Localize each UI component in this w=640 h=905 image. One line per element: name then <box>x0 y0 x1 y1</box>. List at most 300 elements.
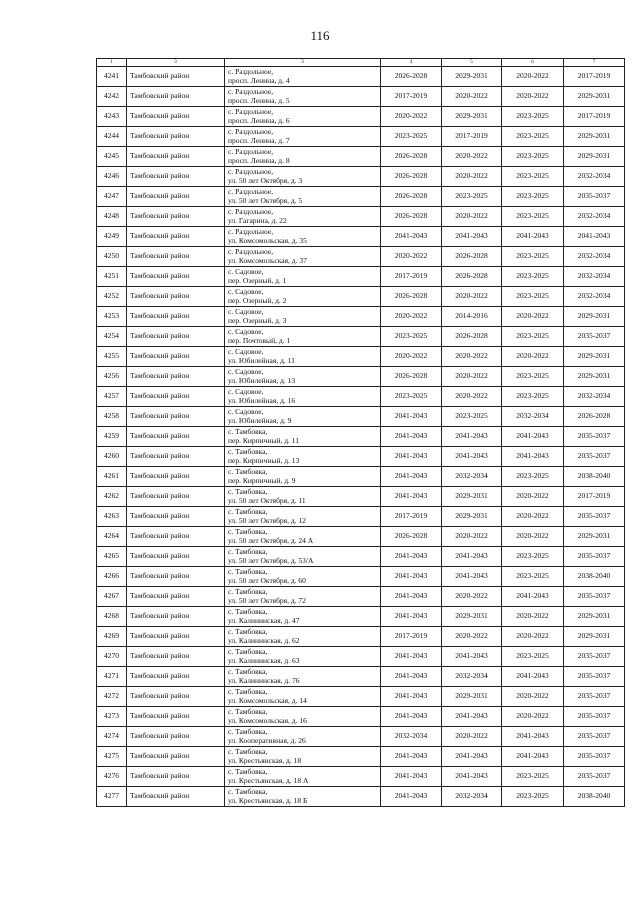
period-cell <box>564 587 625 607</box>
period-cell <box>442 767 502 787</box>
period-cell <box>381 527 442 547</box>
address-cell <box>225 367 381 387</box>
period-cell-text: 2032-2034 <box>455 671 488 681</box>
period-cell-text: 2023-2025 <box>516 651 549 661</box>
row-number-cell <box>97 647 127 667</box>
table-row <box>97 607 625 627</box>
district-cell <box>127 207 225 227</box>
row-number-cell-text: 4252 <box>104 291 119 301</box>
period-cell-text: 2041-2043 <box>394 431 428 441</box>
period-cell <box>502 347 564 367</box>
district-cell-text: Тамбовский район <box>130 731 190 741</box>
period-cell <box>564 387 625 407</box>
district-cell <box>127 587 225 607</box>
period-cell-text: 2023-2025 <box>516 131 549 141</box>
address-line: с. Тамбовка, <box>228 606 268 616</box>
period-cell-text: 2023-2025 <box>516 211 549 221</box>
table-row <box>97 767 625 787</box>
period-cell <box>381 247 442 267</box>
row-number-cell <box>97 167 127 187</box>
district-cell-text: Тамбовский район <box>130 251 190 261</box>
period-cell <box>564 167 625 187</box>
period-cell <box>564 507 625 527</box>
table-row <box>97 547 625 567</box>
period-cell-text: 2029-2031 <box>577 631 611 641</box>
period-cell <box>442 647 502 667</box>
period-cell <box>381 787 442 807</box>
period-cell-text: 2020-2022 <box>516 351 549 361</box>
period-cell <box>502 247 564 267</box>
period-cell <box>502 67 564 87</box>
column-number: 5 <box>442 59 502 67</box>
row-number-cell <box>97 407 127 427</box>
period-cell <box>381 207 442 227</box>
table-row <box>97 407 625 427</box>
address-cell <box>225 407 381 427</box>
table-row <box>97 247 625 267</box>
period-cell-text: 2032-2034 <box>577 211 611 221</box>
row-number-cell-text: 4261 <box>104 471 119 481</box>
period-cell-text: 2035-2037 <box>577 691 611 701</box>
period-cell-text: 2023-2025 <box>516 551 549 561</box>
period-cell-text: 2020-2022 <box>455 211 488 221</box>
address-line: пер. Озерный, д. 3 <box>228 315 287 325</box>
address-line: с. Тамбовка, <box>228 446 268 456</box>
district-cell-text: Тамбовский район <box>130 271 190 281</box>
address-cell <box>225 147 381 167</box>
period-cell-text: 2041-2043 <box>394 611 428 621</box>
address-line: просп. Ленина, д. 4 <box>228 75 290 85</box>
period-cell <box>564 647 625 667</box>
period-cell <box>502 687 564 707</box>
row-number-cell <box>97 787 127 807</box>
period-cell-text: 2041-2043 <box>455 771 488 781</box>
period-cell-text: 2020-2022 <box>455 171 488 181</box>
address-cell <box>225 67 381 87</box>
table-row <box>97 647 625 667</box>
address-cell <box>225 667 381 687</box>
period-cell <box>502 747 564 767</box>
period-cell-text: 2032-2034 <box>577 291 611 301</box>
period-cell <box>502 227 564 247</box>
district-cell-text: Тамбовский район <box>130 611 190 621</box>
period-cell <box>442 87 502 107</box>
period-cell-text: 2041-2043 <box>516 591 549 601</box>
address-line: с. Тамбовка, <box>228 626 268 636</box>
table-row <box>97 327 625 347</box>
address-cell <box>225 307 381 327</box>
period-cell-text: 2020-2022 <box>516 311 549 321</box>
address-line: с. Тамбовка, <box>228 486 268 496</box>
period-cell-text: 2026-2028 <box>394 291 428 301</box>
row-number-cell-text: 4274 <box>104 731 119 741</box>
row-number-cell-text: 4276 <box>104 771 119 781</box>
table-row <box>97 627 625 647</box>
address-cell <box>225 767 381 787</box>
period-cell <box>502 107 564 127</box>
district-cell-text: Тамбовский район <box>130 331 190 341</box>
period-cell-text: 2023-2025 <box>516 331 549 341</box>
table-row <box>97 527 625 547</box>
period-cell <box>442 407 502 427</box>
period-cell <box>381 387 442 407</box>
row-number-cell <box>97 567 127 587</box>
address-line: пер. Кирпичный, д. 9 <box>228 475 296 485</box>
district-cell <box>127 787 225 807</box>
row-number-cell-text: 4248 <box>104 211 119 221</box>
period-cell <box>564 247 625 267</box>
address-line: с. Раздольное, <box>228 246 274 256</box>
column-number: 7 <box>564 59 625 67</box>
period-cell <box>502 547 564 567</box>
district-cell <box>127 87 225 107</box>
period-cell-text: 2041-2043 <box>516 671 549 681</box>
period-cell-text: 2041-2043 <box>394 571 428 581</box>
row-number-cell <box>97 667 127 687</box>
period-cell <box>381 327 442 347</box>
period-cell-text: 2029-2031 <box>455 491 488 501</box>
address-cell <box>225 287 381 307</box>
address-cell <box>225 247 381 267</box>
address-cell <box>225 687 381 707</box>
row-number-cell-text: 4247 <box>104 191 119 201</box>
period-cell-text: 2020-2022 <box>394 351 428 361</box>
district-cell <box>127 747 225 767</box>
table-row <box>97 727 625 747</box>
address-line: с. Тамбовка, <box>228 466 268 476</box>
period-cell-text: 2017-2019 <box>394 511 428 521</box>
period-cell <box>381 647 442 667</box>
period-cell <box>381 567 442 587</box>
row-number-cell <box>97 87 127 107</box>
district-cell-text: Тамбовский район <box>130 111 190 121</box>
period-cell-text: 2041-2043 <box>455 711 488 721</box>
period-cell-text: 2020-2022 <box>394 311 428 321</box>
period-cell <box>381 707 442 727</box>
address-cell <box>225 647 381 667</box>
period-cell <box>381 507 442 527</box>
row-number-cell-text: 4265 <box>104 551 119 561</box>
period-cell <box>502 767 564 787</box>
address-line: ул. Крестьянская, д. 18 Б <box>228 795 308 805</box>
period-cell <box>564 207 625 227</box>
period-cell-text: 2020-2022 <box>455 371 488 381</box>
address-line: с. Тамбовка, <box>228 666 268 676</box>
period-cell-text: 2026-2028 <box>394 531 428 541</box>
period-cell <box>442 547 502 567</box>
address-line: ул. Юбилейная, д. 13 <box>228 375 296 385</box>
row-number-cell-text: 4257 <box>104 391 119 401</box>
row-number-cell-text: 4244 <box>104 131 119 141</box>
address-line: с. Садовое, <box>228 306 264 316</box>
row-number-cell <box>97 687 127 707</box>
address-line: с. Тамбовка, <box>228 766 268 776</box>
period-cell <box>442 187 502 207</box>
district-cell <box>127 67 225 87</box>
district-cell <box>127 667 225 687</box>
address-line: ул. 50 лет Октября, д. 3 <box>228 175 303 185</box>
period-cell-text: 2041-2043 <box>394 551 428 561</box>
period-cell <box>381 427 442 447</box>
address-cell <box>225 207 381 227</box>
period-cell <box>564 67 625 87</box>
period-cell-text: 2020-2022 <box>516 691 549 701</box>
address-cell <box>225 167 381 187</box>
period-cell <box>502 447 564 467</box>
row-number-cell-text: 4268 <box>104 611 119 621</box>
address-line: с. Тамбовка, <box>228 546 268 556</box>
period-cell-text: 2038-2040 <box>577 571 611 581</box>
row-number-cell <box>97 107 127 127</box>
column-number: 3 <box>127 59 225 67</box>
district-cell <box>127 487 225 507</box>
period-cell <box>442 307 502 327</box>
district-cell-text: Тамбовский район <box>130 551 190 561</box>
district-cell <box>127 407 225 427</box>
period-cell <box>381 227 442 247</box>
row-number-cell-text: 4264 <box>104 531 119 541</box>
period-cell <box>564 567 625 587</box>
period-cell-text: 2041-2043 <box>394 491 428 501</box>
district-cell-text: Тамбовский район <box>130 591 190 601</box>
period-cell-text: 2020-2022 <box>455 151 488 161</box>
period-cell <box>564 87 625 107</box>
address-line: просп. Ленина, д. 6 <box>228 115 290 125</box>
period-cell <box>502 387 564 407</box>
address-line: ул. 50 лет Октября, д. 60 <box>228 575 306 585</box>
row-number-cell <box>97 587 127 607</box>
period-cell <box>564 627 625 647</box>
district-cell <box>127 647 225 667</box>
period-cell <box>381 367 442 387</box>
period-cell <box>442 427 502 447</box>
address-line: пер. Кирпичный, д. 11 <box>228 435 300 445</box>
period-cell-text: 2023-2025 <box>516 471 549 481</box>
column-number-row <box>97 59 625 67</box>
period-cell <box>502 467 564 487</box>
address-line: ул. Комсомольская, д. 35 <box>228 235 307 245</box>
period-cell <box>502 427 564 447</box>
period-cell-text: 2041-2043 <box>394 771 428 781</box>
table-row <box>97 707 625 727</box>
period-cell-text: 2035-2037 <box>577 451 611 461</box>
period-cell-text: 2035-2037 <box>577 711 611 721</box>
period-cell-text: 2041-2043 <box>516 231 549 241</box>
district-cell-text: Тамбовский район <box>130 291 190 301</box>
period-cell-text: 2041-2043 <box>394 231 428 241</box>
address-cell <box>225 547 381 567</box>
address-cell <box>225 567 381 587</box>
district-cell-text: Тамбовский район <box>130 771 190 781</box>
period-cell <box>564 607 625 627</box>
district-cell <box>127 287 225 307</box>
period-cell-text: 2041-2043 <box>394 751 428 761</box>
table-row <box>97 67 625 87</box>
address-cell <box>225 787 381 807</box>
row-number-cell <box>97 187 127 207</box>
period-cell <box>502 187 564 207</box>
period-cell-text: 2023-2025 <box>516 251 549 261</box>
address-cell <box>225 87 381 107</box>
period-cell-text: 2035-2037 <box>577 551 611 561</box>
period-cell-text: 2026-2028 <box>455 331 488 341</box>
district-cell <box>127 527 225 547</box>
period-cell <box>381 167 442 187</box>
address-line: просп. Ленина, д. 5 <box>228 95 290 105</box>
period-cell <box>564 767 625 787</box>
row-number-cell <box>97 627 127 647</box>
period-cell <box>381 467 442 487</box>
period-cell-text: 2032-2034 <box>455 471 488 481</box>
row-number-cell-text: 4249 <box>104 231 119 241</box>
address-line: просп. Ленина, д. 7 <box>228 135 290 145</box>
period-cell-text: 2017-2019 <box>577 491 611 501</box>
period-cell-text: 2029-2031 <box>577 311 611 321</box>
period-cell <box>442 267 502 287</box>
period-cell <box>442 387 502 407</box>
address-cell <box>225 427 381 447</box>
table-row <box>97 227 625 247</box>
row-number-cell <box>97 247 127 267</box>
table-row <box>97 567 625 587</box>
period-cell <box>442 147 502 167</box>
period-cell <box>564 547 625 567</box>
period-cell-text: 2029-2031 <box>455 511 488 521</box>
row-number-cell <box>97 427 127 447</box>
period-cell-text: 2020-2022 <box>516 711 549 721</box>
period-cell <box>564 727 625 747</box>
period-cell <box>564 687 625 707</box>
row-number-cell <box>97 307 127 327</box>
table-row <box>97 127 625 147</box>
district-cell <box>127 607 225 627</box>
period-cell-text: 2035-2037 <box>577 731 611 741</box>
address-line: пер. Озерный, д. 1 <box>228 275 287 285</box>
district-cell <box>127 107 225 127</box>
address-line: с. Тамбовка, <box>228 726 268 736</box>
period-cell <box>564 787 625 807</box>
table-row <box>97 207 625 227</box>
period-cell-text: 2041-2043 <box>455 451 488 461</box>
period-cell-text: 2023-2025 <box>516 151 549 161</box>
period-cell-text: 2029-2031 <box>455 691 488 701</box>
row-number-cell <box>97 447 127 467</box>
district-cell <box>127 167 225 187</box>
row-number-cell-text: 4267 <box>104 591 119 601</box>
district-cell-text: Тамбовский район <box>130 511 190 521</box>
address-line: ул. Гагарина, д. 22 <box>228 215 287 225</box>
address-line: ул. Калининская, д. 47 <box>228 615 300 625</box>
row-number-cell-text: 4245 <box>104 151 119 161</box>
period-cell-text: 2041-2043 <box>516 451 549 461</box>
table-row <box>97 167 625 187</box>
period-cell <box>502 407 564 427</box>
period-cell <box>564 527 625 547</box>
period-cell <box>442 707 502 727</box>
period-cell-text: 2023-2025 <box>516 771 549 781</box>
district-cell-text: Тамбовский район <box>130 371 190 381</box>
row-number-cell-text: 4251 <box>104 271 119 281</box>
period-cell <box>502 87 564 107</box>
period-cell <box>442 447 502 467</box>
period-cell-text: 2023-2025 <box>516 571 549 581</box>
period-cell <box>502 587 564 607</box>
period-cell-text: 2020-2022 <box>516 491 549 501</box>
row-number-cell <box>97 487 127 507</box>
district-cell <box>127 387 225 407</box>
district-cell <box>127 307 225 327</box>
period-cell <box>502 567 564 587</box>
address-line: с. Раздольное, <box>228 206 274 216</box>
period-cell-text: 2017-2019 <box>394 271 428 281</box>
period-cell-text: 2035-2037 <box>577 751 611 761</box>
address-line: с. Садовое, <box>228 346 264 356</box>
address-line: ул. Юбилейная, д. 16 <box>228 395 296 405</box>
period-cell-text: 2023-2025 <box>516 791 549 801</box>
address-line: ул. Комсомольская, д. 16 <box>228 715 307 725</box>
period-cell <box>381 107 442 127</box>
district-cell-text: Тамбовский район <box>130 711 190 721</box>
row-number-cell <box>97 727 127 747</box>
period-cell <box>502 647 564 667</box>
table-row <box>97 487 625 507</box>
period-cell <box>381 487 442 507</box>
address-cell <box>225 347 381 367</box>
period-cell <box>502 527 564 547</box>
address-line: с. Раздольное, <box>228 66 274 76</box>
row-number-cell <box>97 67 127 87</box>
period-cell-text: 2020-2022 <box>516 511 549 521</box>
district-cell-text: Тамбовский район <box>130 191 190 201</box>
period-cell-text: 2035-2037 <box>577 191 611 201</box>
period-cell-text: 2041-2043 <box>394 671 428 681</box>
period-cell <box>442 527 502 547</box>
address-cell <box>225 107 381 127</box>
row-number-cell-text: 4254 <box>104 331 119 341</box>
period-cell <box>442 247 502 267</box>
row-number-cell <box>97 747 127 767</box>
address-line: с. Садовое, <box>228 266 264 276</box>
period-cell <box>564 327 625 347</box>
period-cell <box>442 327 502 347</box>
address-line: ул. Крестьянская, д. 18 <box>228 755 302 765</box>
address-cell <box>225 747 381 767</box>
row-number-cell-text: 4271 <box>104 671 119 681</box>
row-number-cell-text: 4273 <box>104 711 119 721</box>
table-row <box>97 427 625 447</box>
period-cell-text: 2020-2022 <box>455 631 488 641</box>
period-cell-text: 2026-2028 <box>394 371 428 381</box>
district-cell <box>127 187 225 207</box>
district-cell-text: Тамбовский район <box>130 791 190 801</box>
address-line: ул. 50 лет Октября, д. 53/А <box>228 555 314 565</box>
period-cell-text: 2041-2043 <box>394 411 428 421</box>
district-cell-text: Тамбовский район <box>130 131 190 141</box>
period-cell <box>381 667 442 687</box>
period-cell <box>502 607 564 627</box>
period-cell <box>442 687 502 707</box>
period-cell-text: 2032-2034 <box>455 791 488 801</box>
period-cell-text: 2020-2022 <box>455 351 488 361</box>
period-cell <box>442 627 502 647</box>
row-number-cell <box>97 287 127 307</box>
table-row <box>97 287 625 307</box>
period-cell-text: 2017-2019 <box>455 131 488 141</box>
period-cell <box>564 487 625 507</box>
period-cell-text: 2029-2031 <box>577 151 611 161</box>
district-cell-text: Тамбовский район <box>130 751 190 761</box>
period-cell-text: 2026-2028 <box>577 411 611 421</box>
